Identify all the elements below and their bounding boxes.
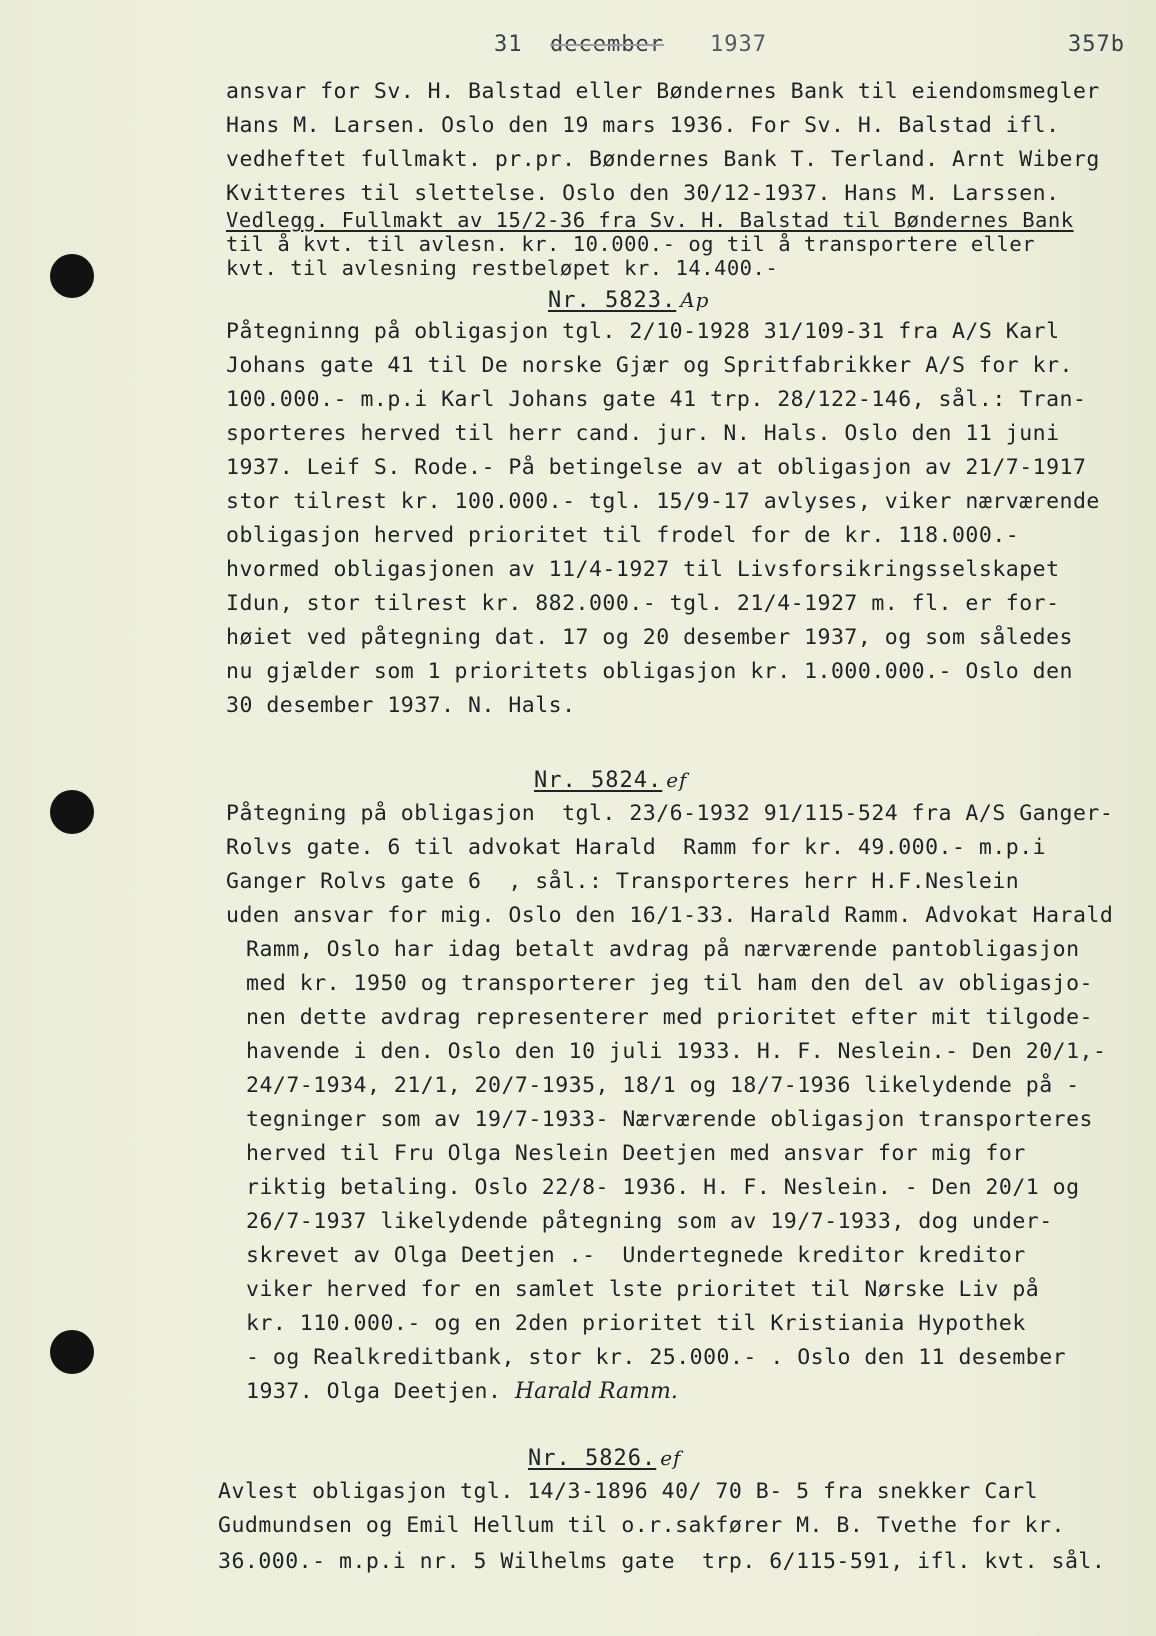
text-line: kr. 110.000.- og en 2den prioritet til Kristiania Hypothek [246,1311,1026,1336]
punch-hole-middle [50,790,94,834]
entry-number-text: Nr. 5826. [528,1446,657,1471]
header-year: 1937 [710,32,767,57]
text-line: 24/7-1934, 21/1, 20/7-1935, 18/1 og 18/7-1936 likelydende på - [246,1073,1080,1098]
text-line: hvormed obligasjonen av 11/4-1927 til Livsforsikringsselskapet [226,557,1060,582]
text-line: 30 desember 1937. N. Hals. [226,693,576,718]
text-line: - og Realkreditbank, stor kr. 25.000.- . Oslo den 11 desember [246,1345,1067,1370]
text-line: obligasjon herved prioritet til frodel for de kr. 118.000.- [226,523,1020,548]
page-header [0,32,1156,66]
text-line: Johans gate 41 til De norske Gjær og Spritfabrikker A/S for kr. [226,353,1073,378]
text-line-typed: 1937. Olga Deetjen. [246,1379,502,1404]
text-line: skrevet av Olga Deetjen .- Undertegnede kreditor kreditor [246,1243,1026,1268]
page-number: 357b [1068,32,1125,57]
text-line: 1937. Leif S. Rode.- På betingelse av at obligasjon av 21/7-1917 [226,455,1087,480]
text-line: riktig betaling. Oslo 22/8- 1936. H. F. Neslein. - Den 20/1 og [246,1175,1080,1200]
text-line: stor tilrest kr. 100.000.- tgl. 15/9-17 avlyses, viker nærværende [226,489,1100,514]
text-line: Påtegninng på obligasjon tgl. 2/10-1928 31/109-31 fra A/S Karl [226,319,1060,344]
text-line: Idun, stor tilrest kr. 882.000.- tgl. 21/4-1927 m. fl. er for- [226,591,1060,616]
text-line: Rolvs gate. 6 til advokat Harald Ramm for kr. 49.000.- m.p.i [226,835,1047,860]
text-line: vedheftet fullmakt. pr.pr. Bøndernes Bank T. Terland. Arnt Wiberg [226,147,1100,172]
text-line: havende i den. Oslo den 10 juli 1933. H. F. Neslein.- Den 20/1,- [246,1039,1107,1064]
text-line: viker herved for en samlet lste prioritet til Nørske Liv på [246,1277,1040,1302]
handwritten-signature: Harald Ramm. [514,1379,678,1404]
text-line: Kvitteres til slettelse. Oslo den 30/12-1937. Hans M. Larssen. [226,181,1060,206]
text-line: ansvar for Sv. H. Balstad eller Bøndernes Bank til eiendomsmegler [226,79,1100,104]
text-line: herved til Fru Olga Neslein Deetjen med ansvar for mig for [246,1141,1026,1166]
text-line: Ramm, Oslo har idag betalt avdrag på nærværende pantobligasjon [246,937,1080,962]
text-line: 100.000.- m.p.i Karl Johans gate 41 trp. 28/122-146, sål.: Tran- [226,387,1087,412]
handwritten-mark: Ap [680,288,710,312]
header-month: december [550,32,664,57]
text-line: Ganger Rolvs gate 6 , sål.: Transporteres herr H.F.Neslein [226,869,1020,894]
text-line: 26/7-1937 likelydende påtegning som av 19/7-1933, dog under- [246,1209,1053,1234]
text-line: uden ansvar for mig. Oslo den 16/1-33. Harald Ramm. Advokat Harald [226,903,1114,928]
text-line: med kr. 1950 og transporterer jeg til ham den del av obligasjo- [246,971,1093,996]
entry-number [528,1446,681,1471]
text-line: nu gjælder som 1 prioritets obligasjon kr. 1.000.000.- Oslo den [226,659,1073,684]
text-line: sporteres herved til herr cand. jur. N. Hals. Oslo den 11 juni [226,421,1060,446]
text-line: 36.000.- m.p.i nr. 5 Wilhelms gate trp. 6/115-591, ifl. kvt. sål. [218,1549,1106,1574]
entry-number [548,288,709,313]
header-day: 31 [494,32,523,57]
text-line: Avlest obligasjon tgl. 14/3-1896 40/ 70 B- 5 fra snekker Carl [218,1479,1039,1504]
entry-number [534,768,687,793]
text-line: nen dette avdrag representerer med prioritet efter mit tilgode- [246,1005,1093,1030]
text-line: til å kvt. til avlesn. kr. 10.000.- og til å transportere eller [226,232,1036,256]
punch-hole-bottom [50,1330,94,1374]
text-line: tegninger som av 19/7-1933- Nærværende obligasjon transporteres [246,1107,1093,1132]
text-line: Påtegning på obligasjon tgl. 23/6-1932 91/115-524 fra A/S Ganger- [226,801,1114,826]
text-line: høiet ved påtegning dat. 17 og 20 desember 1937, og som således [226,625,1073,650]
text-line: Gudmundsen og Emil Hellum til o.r.sakfører M. B. Tvethe for kr. [218,1513,1065,1538]
text-line: Hans M. Larsen. Oslo den 19 mars 1936. For Sv. H. Balstad ifl. [226,113,1060,138]
entry-number-text: Nr. 5824. [534,768,663,793]
punch-hole-top [50,254,94,298]
handwritten-mark: ef [666,768,688,792]
text-line: kvt. til avlesning restbeløpet kr. 14.400.- [226,256,779,280]
text-line: Vedlegg. Fullmakt av 15/2-36 fra Sv. H. Balstad til Bøndernes Bank [226,208,1074,232]
entry-number-text: Nr. 5823. [548,288,677,313]
text-line [246,1380,678,1408]
handwritten-mark: ef [660,1446,682,1470]
